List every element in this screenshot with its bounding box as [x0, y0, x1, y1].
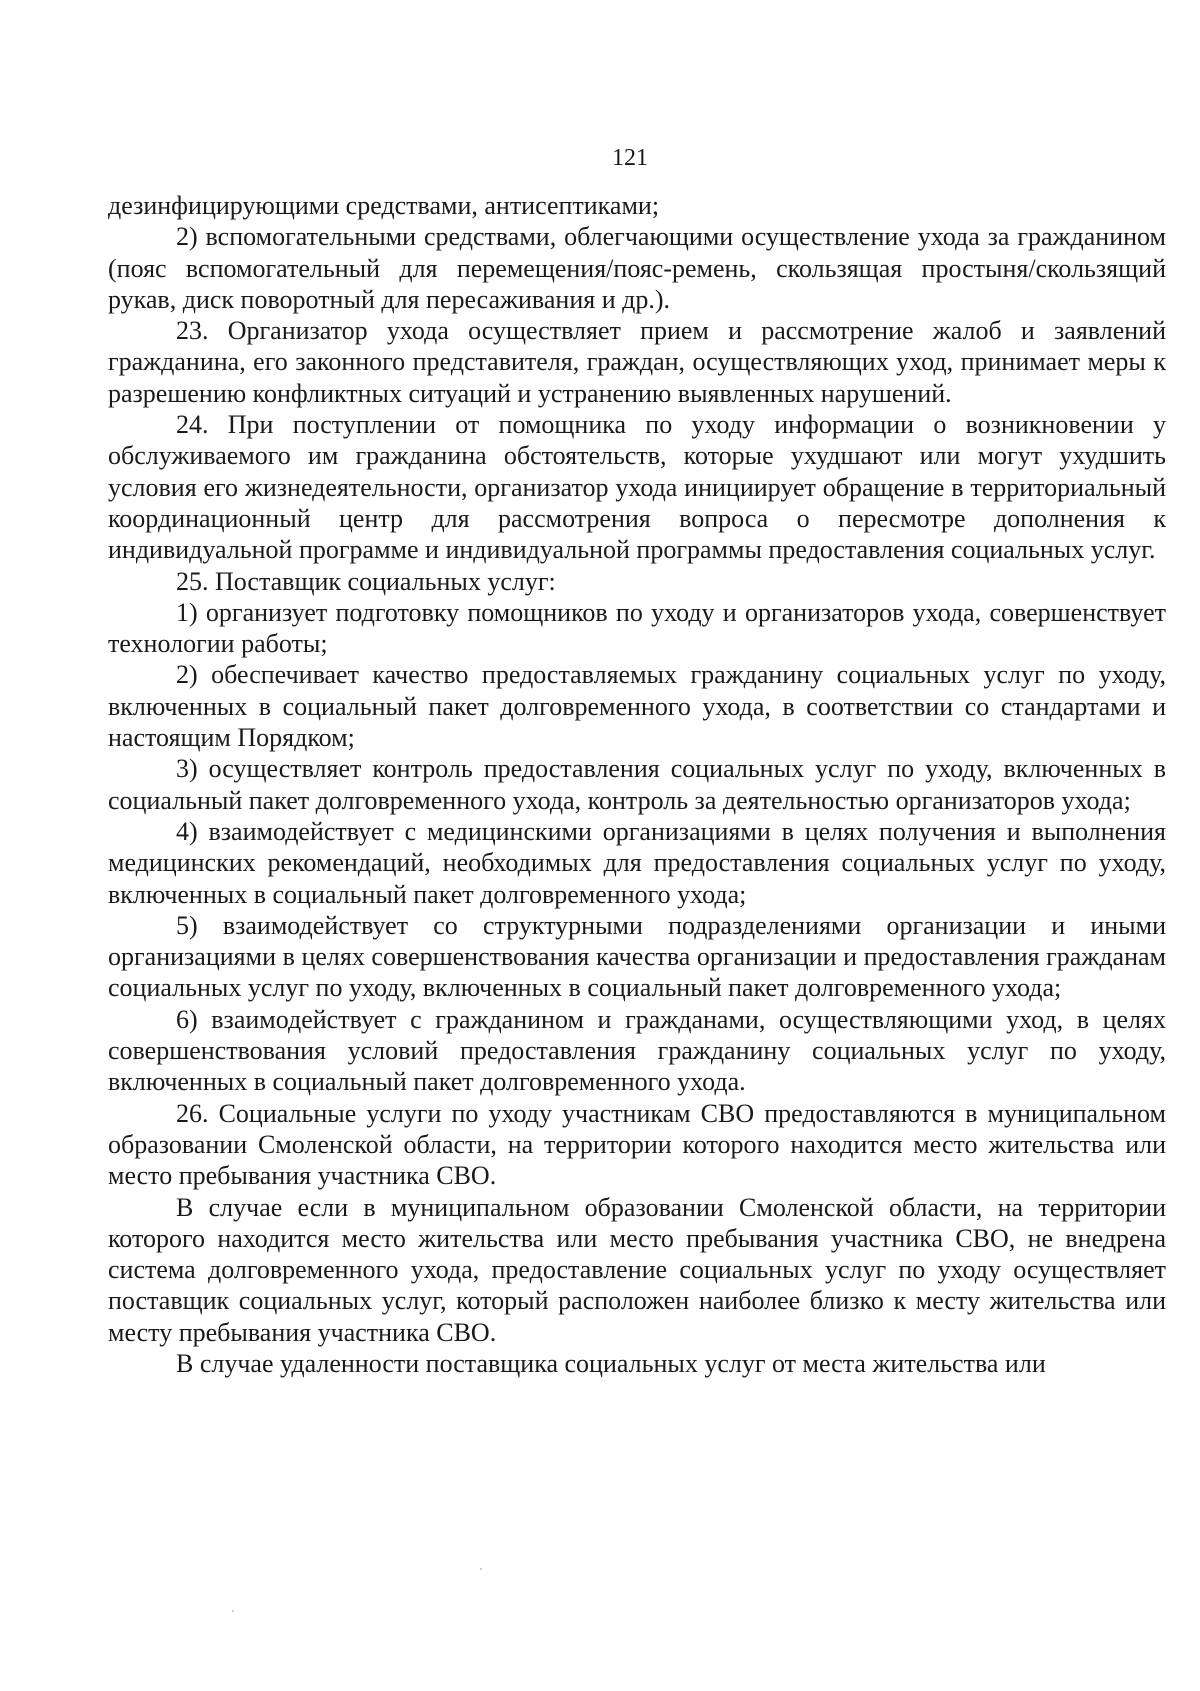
paragraph-26: 26. Социальные услуги по уходу участникам СВО предоставляются в муниципальном образовании Смоленской области, на территории которого находится место жительства или место пребывания участника СВО.	[108, 1098, 1166, 1191]
paragraph-23: 23. Организатор ухода осуществляет прием и рассмотрение жалоб и заявлений гражданина, его законного представителя, граждан, осуществляющих уход, принимает меры к разрешению конфликтных ситуаций и устранению выявленных нарушений.	[108, 316, 1166, 408]
paragraph-26-case-2: В случае удаленности поставщика социальных услуг от места жительства или	[176, 1348, 1046, 1378]
page-number: 121	[612, 145, 648, 171]
scan-speck	[480, 1568, 482, 1570]
paragraph-25-1: 1) организует подготовку помощников по уходу и организаторов ухода, совершенствует технологии работы;	[108, 597, 1166, 659]
scan-speck	[232, 1610, 234, 1612]
paragraph-24: 24. При поступлении от помощника по уходу информации о возникновении у обслуживаемого им гражданина обстоятельств, которые ухудшают или могут ухудшить условия его жизнедеятельности, организатор ухода инициирует обращение в территориальный координационный центр для рассмотрения вопроса о пересмотре дополнения к индивидуальной программе и индивидуальной программы предоставления социальных услуг.	[108, 410, 1166, 565]
paragraph-25-6: 6) взаимодействует с гражданином и гражданами, осуществляющими уход, в целях совершенствования условий предоставления гражданину социальных услуг по уходу, включенных в социальный пакет долговременного ухода.	[108, 1004, 1166, 1097]
paragraph-25-3: 3) осуществляет контроль предоставления социальных услуг по уходу, включенных в социальный пакет долговременного ухода, контроль за деятельностью организаторов ухода;	[108, 754, 1166, 815]
paragraph-25-2: 2) обеспечивает качество предоставляемых гражданину социальных услуг по уходу, включенных в социальный пакет долговременного ухода, в соответствии со стандартами и настоящим Порядком;	[108, 660, 1166, 753]
paragraph-26-case-1: В случае если в муниципальном образовании Смоленской области, на территории которого находится место жительства или место пребывания участника СВО, не внедрена система долговременного ухода, предоставление социальных услуг по уходу осуществляет поставщик социальных услуг, который расположен наиболее близко к месту жительства или месту пребывания участника СВО.	[108, 1192, 1166, 1347]
paragraph-25-5: 5) взаимодействует со структурными подразделениями организации и иными организациями в целях совершенствования качества организации и предоставления гражданам социальных услуг по уходу, включенных в социальный пакет долговременного ухода;	[108, 910, 1166, 1003]
paragraph-item-22-2: 2) вспомогательными средствами, облегчающими осуществление ухода за гражданином (пояс вспомогательный для перемещения/пояс-ремень, скользящая простыня/скользящий рукав, диск поворотный для пересаживания и др.).	[108, 222, 1166, 314]
paragraph-25: 25. Поставщик социальных услуг:	[176, 566, 556, 596]
paragraph-continuation: дезинфицирующими средствами, антисептиками;	[108, 191, 660, 220]
paragraph-25-4: 4) взаимодействует с медицинскими организациями в целях получения и выполнения медицинских рекомендаций, необходимых для предоставления социальных услуг по уходу, включенных в социальный пакет долговременного ухода;	[108, 816, 1166, 909]
document-body	[108, 190, 1166, 1379]
